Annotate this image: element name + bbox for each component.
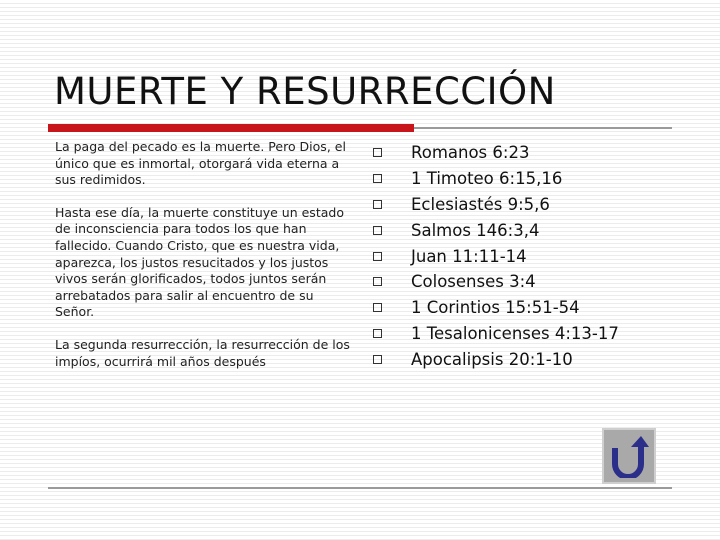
paragraph-unconscious-state: Hasta ese día, la muerte constituye un estado de inconsciencia para todos los que han fallecido. Cuando Cristo, que es nuestra vida, aparezca, los justos resucitados y los justos vivos serán glorificados, todos juntos serán arrebatados para salir al encuentro de su Señor. bbox=[55, 204, 344, 320]
reference-text: 1 Timoteo 6:15,16 bbox=[411, 168, 563, 188]
reference-text: Apocalipsis 20:1-10 bbox=[411, 350, 573, 370]
return-arrow-icon bbox=[609, 434, 649, 478]
reference-text: 1 Tesalonicenses 4:13-17 bbox=[411, 324, 619, 344]
footer-rule bbox=[48, 487, 672, 489]
square-bullet-icon bbox=[373, 200, 382, 209]
reference-text: Juan 11:11-14 bbox=[411, 246, 527, 266]
paragraph-second-resurrection: La segunda resurrección, la resurrección de los impíos, ocurrirá mil años después bbox=[55, 336, 350, 369]
square-bullet-icon bbox=[373, 148, 382, 157]
title-underline-accent bbox=[48, 124, 414, 132]
title-underline-rule bbox=[414, 127, 672, 129]
return-button[interactable] bbox=[602, 428, 656, 484]
reference-text: 1 Corintios 15:51-54 bbox=[411, 298, 580, 318]
slide-title: MUERTE Y RESURRECCIÓN bbox=[54, 70, 556, 113]
reference-text: Colosenses 3:4 bbox=[411, 272, 536, 292]
reference-text: Romanos 6:23 bbox=[411, 143, 530, 162]
square-bullet-icon bbox=[373, 303, 382, 312]
square-bullet-icon bbox=[373, 277, 382, 286]
square-bullet-icon bbox=[373, 252, 382, 261]
paragraph-death-wages: La paga del pecado es la muerte. Pero Dios, el único que es inmortal, otorgará vida eterna a sus redimidos. bbox=[55, 139, 346, 188]
square-bullet-icon bbox=[373, 226, 382, 235]
square-bullet-icon bbox=[373, 355, 382, 364]
body-text-column bbox=[55, 139, 353, 386]
square-bullet-icon bbox=[373, 174, 382, 183]
reference-text: Eclesiastés 9:5,6 bbox=[411, 194, 550, 214]
square-bullet-icon bbox=[373, 329, 382, 338]
reference-text: Salmos 146:3,4 bbox=[411, 220, 540, 240]
